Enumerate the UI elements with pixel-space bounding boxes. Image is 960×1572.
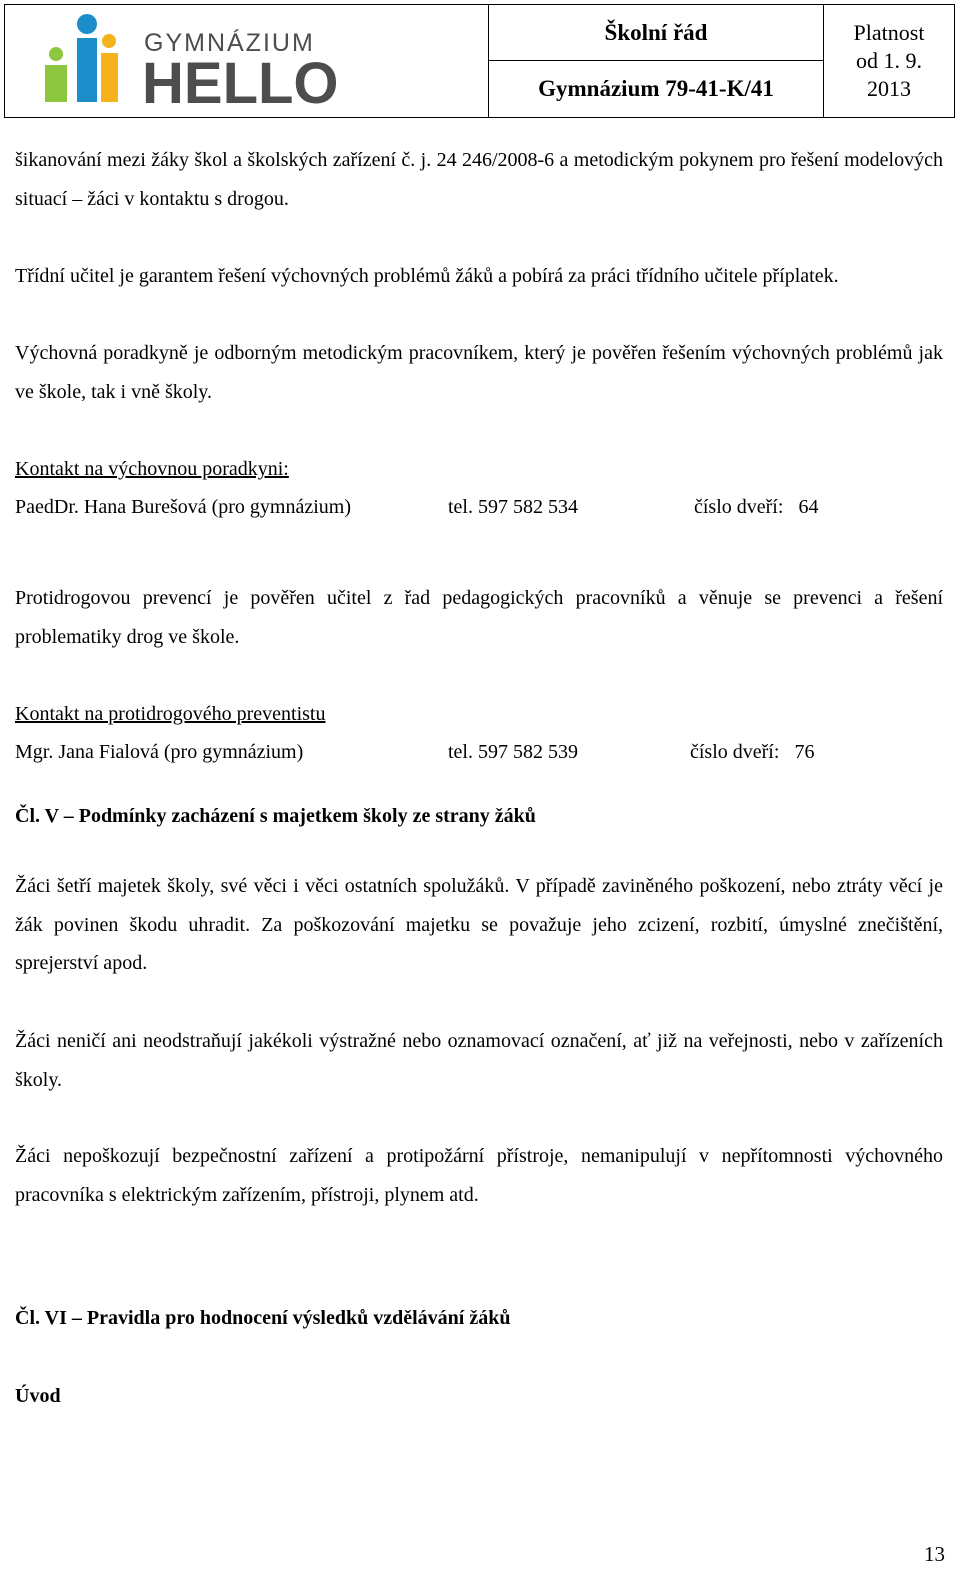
paragraph-counselor: Výchovná poradkyně je odborným metodickým pracovníkem, který je pověřen řešením výchovných problémů jak ve škole, tak i vně školy.: [15, 342, 943, 403]
contact-counselor-heading: Kontakt na výchovnou poradkyni:: [15, 458, 289, 480]
contact-counselor-row: [15, 488, 351, 527]
intro-heading: Úvod: [15, 1385, 61, 1407]
validity-line-1: Platnost: [853, 20, 925, 45]
logo-word-hello: HELLO: [142, 51, 339, 109]
door-label: číslo dveří:: [694, 496, 784, 518]
paragraph-drug-prevention: Protidrogovou prevencí je pověřen učitel z řad pedagogických pracovníků a věnuje se prevenci a řešení problematiky drog ve škole.: [15, 587, 943, 648]
paragraph-class-teacher: Třídní učitel je garantem řešení výchovných problémů žáků a pobírá za práci třídního učitele příplatek.: [15, 265, 839, 287]
logo-cell: [5, 5, 489, 117]
document-header: [4, 4, 955, 118]
contact-preventist-door: [690, 733, 814, 772]
validity-line-2: od 1. 9.: [856, 48, 922, 73]
contact-preventist-heading: Kontakt na protidrogového preventistu: [15, 703, 326, 725]
contact-counselor-door: [694, 488, 818, 527]
page-number: 13: [924, 1542, 945, 1566]
paragraph-bullying: šikanování mezi žáky škol a školských zařízení č. j. 24 246/2008-6 a metodickým pokynem pro řešení modelových situací – žáci v kontaktu s drogou.: [15, 149, 943, 210]
logo-word-gymnazium: GYMNÁZIUM: [144, 29, 315, 57]
contact-counselor-name: PaedDr. Hana Burešová (pro gymnázium): [15, 496, 352, 518]
door-label: číslo dveří:: [690, 741, 780, 763]
contact-preventist-name: Mgr. Jana Fialová (pro gymnázium): [15, 741, 304, 763]
document-title: Školní řád: [489, 5, 824, 61]
paragraph-property: Žáci šetří majetek školy, své věci i věci ostatních spolužáků. V případě zaviněného poškození, nebo ztráty věcí je žák povinen škodu uhradit. Za poškozování majetku se považuje jeho zcizení, rozbití, úmyslné znečištění, sprejerství apod.: [15, 875, 943, 974]
section-heading-v: Čl. V – Podmínky zacházení s majetkem školy ze strany žáků: [15, 805, 536, 827]
validity-box: [824, 5, 954, 117]
paragraph-signs: Žáci neničí ani neodstraňují jakékoli výstražné nebo oznamovací označení, ať již na veřejnosti, nebo v zařízeních školy.: [15, 1030, 943, 1091]
door-number: 76: [794, 741, 815, 763]
validity-line-3: 2013: [867, 76, 911, 101]
door-number: 64: [798, 496, 819, 518]
document-subtitle: Gymnázium 79-41-K/41: [489, 61, 824, 117]
contact-counselor-phone: tel. 597 582 534: [448, 496, 578, 518]
paragraph-safety-devices: Žáci nepoškozují bezpečnostní zařízení a protipožární přístroje, nemanipulují v nepřítomnosti výchovného pracovníka s elektrickým zařízením, přístroji, plynem atd.: [15, 1145, 943, 1206]
contact-preventist-phone: tel. 597 582 539: [448, 741, 578, 763]
school-logo: [39, 13, 349, 109]
section-heading-vi: Čl. VI – Pravidla pro hodnocení výsledků vzdělávání žáků: [15, 1307, 511, 1329]
